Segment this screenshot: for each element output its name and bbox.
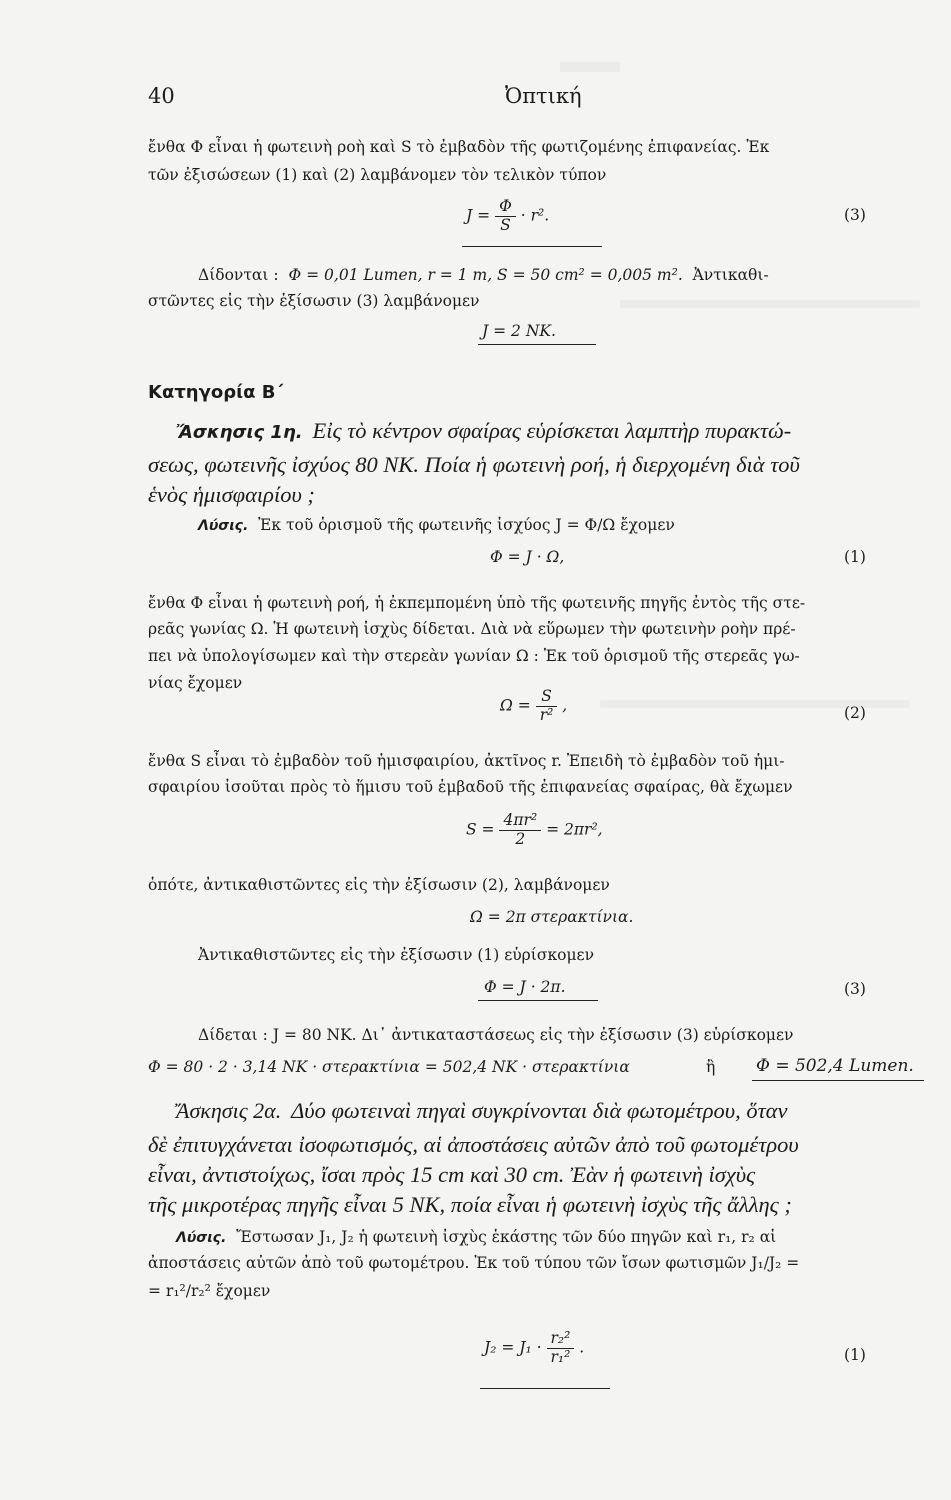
given-line: Δίδονται : Φ = 0,01 Lumen, r = 1 m, S = 50 cm² = 0,005 m². Ἀντικαθι- [198, 266, 769, 284]
exercise-1-text-c: ὁπότε, ἀντικαθιστῶντες εἰς τὴν ἐξίσωσιν (2), λαμβάνομεν [148, 876, 610, 894]
equation-flux: Φ = J · Ω, [490, 548, 565, 566]
equation-j2: J₂ = J₁ · $\frac{\text{r₂²}}{\text{r₁²}}$ . [484, 1329, 585, 1366]
exercise-1-line-2: σεως, φωτεινῆς ἰσχύος 80 NK. Ποία ἡ φωτεινὴ ροή, ἡ διερχομένη διὰ τοῦ [148, 452, 800, 477]
equation-number-3b: (3) [844, 980, 866, 998]
exercise-1-text-a3: πει νὰ ὑπολογίσωμεν καὶ τὴν στερεὰν γωνίαν Ω : Ἐκ τοῦ ὁρισμοῦ τῆς στερεᾶς γω- [148, 647, 800, 665]
exercise-1-line-1: Ἄσκησις 1η. Εἰς τὸ κέντρον σφαίρας εὑρίσκεται λαμπτὴρ πυρακτώ- [176, 418, 792, 443]
intro-line-1: ἔνθα Φ εἶναι ἡ φωτεινὴ ροὴ καὶ S τὸ ἐμβαδὸν τῆς φωτιζομένης ἐπιφανείας. Ἐκ [148, 138, 770, 156]
final-answer-underline [752, 1080, 924, 1081]
equation-omega: Ω = $\frac{S}{\text{r²}}$ , [500, 687, 568, 724]
exercise-1-text-a2: ρεᾶς γωνίας Ω. Ἡ φωτεινὴ ἰσχὺς δίδεται. Διὰ νὰ εὕρωμεν τὴν φωτεινὴν ροὴν πρέ- [148, 620, 796, 638]
formula-3-underline [462, 246, 602, 247]
exercise-2-line-3: εἶναι, ἀντιστοίχως, ἴσαι πρὸς 15 cm καὶ 30 cm. Ἐὰν ἡ φωτεινὴ ἰσχὺς [148, 1162, 756, 1187]
exercise-2-solution-1: Λύσις. Ἔστωσαν J₁, J₂ ἡ φωτεινὴ ἰσχὺς ἑκάστης τῶν δύο πηγῶν καὶ r₁, r₂ αἱ [176, 1228, 777, 1246]
exercise-1-final-calc: Φ = 80 · 2 · 3,14 NK · στερακτίνια = 502,4 NK · στερακτίνια [148, 1058, 630, 1076]
exercise-1-text-a1: ἔνθα Φ εἶναι ἡ φωτεινὴ ροή, ἡ ἐκπεμπομένη ὑπὸ τῆς φωτεινῆς πηγῆς ἐντὸς τῆς στε- [148, 594, 806, 612]
bleed-through-1 [560, 62, 620, 72]
exercise-1-final-answer: Φ = 502,4 Lumen. [756, 1056, 914, 1076]
exercise-2-solution-2: ἀποστάσεις αὐτῶν ἀπὸ τοῦ φωτομέτρου. Ἐκ τοῦ τύπου τῶν ἴσων φωτισμῶν J₁/J₂ = [148, 1254, 800, 1272]
page-number: 40 [148, 84, 175, 108]
running-title: Ὀπτική [505, 84, 582, 108]
equation-number-1b: (1) [844, 1346, 866, 1364]
intro-result: J = 2 NK. [482, 322, 556, 340]
intro-subst-line: στῶντες εἰς τὴν ἐξίσωσιν (3) λαμβάνομεν [148, 292, 480, 310]
exercise-1-text-a4: νίας ἔχομεν [148, 674, 243, 692]
exercise-2-solution-3: = r₁²/r₂² ἔχομεν [148, 1282, 271, 1300]
exercise-1-line-3: ἑνὸς ἡμισφαιρίου ; [148, 482, 315, 507]
solution-label: Λύσις. [198, 518, 249, 534]
exercise-1-label: Ἄσκησις 1η. [176, 422, 303, 443]
equation-number-2: (2) [844, 704, 866, 722]
equation-number-3: (3) [844, 206, 866, 224]
exercise-1-solution-1: Λύσις. Ἐκ τοῦ ὁρισμοῦ τῆς φωτεινῆς ἰσχύος J = Φ/Ω ἔχομεν [198, 516, 675, 534]
intro-line-2: τῶν ἐξισώσεων (1) καὶ (2) λαμβάνομεν τὸν τελικὸν τύπον [148, 166, 607, 184]
equation-omega-result: Ω = 2π στερακτίνια. [470, 908, 634, 926]
flux-result-underline [478, 1000, 598, 1001]
exercise-1-text-b2: σφαιρίου ἰσοῦται πρὸς τὸ ἥμισυ τοῦ ἐμβαδοῦ τῆς ἐπιφανείας σφαίρας, θὰ ἔχωμεν [148, 778, 793, 796]
equation-number-1: (1) [844, 548, 866, 566]
exercise-1-text-d: Ἀντικαθιστῶντες εἰς τὴν ἐξίσωσιν (1) εὑρίσκομεν [198, 946, 594, 964]
bleed-through-2 [620, 300, 920, 308]
exercise-2-line-4: τῆς μικροτέρας πηγῆς εἶναι 5 NK, ποία εἶναι ἡ φωτεινὴ ἰσχὺς τῆς ἄλλης ; [148, 1192, 792, 1217]
intro-result-underline [478, 344, 596, 345]
exercise-2-label: Ἄσκησις 2α. [176, 1098, 282, 1123]
exercise-1-given: Δίδεται : J = 80 NK. Δι᾽ ἀντικαταστάσεως εἰς τὴν ἐξίσωσιν (3) εὑρίσκομεν [198, 1026, 794, 1044]
exercise-1-final-or: ἢ [706, 1058, 716, 1076]
formula-3: J = $\frac{\Phi}{S}$ · r². [466, 197, 550, 234]
category-title: Κατηγορία Β΄ [148, 382, 284, 403]
equation-flux-result: Φ = J · 2π. [484, 978, 566, 996]
exercise-2-line-2: δὲ ἐπιτυγχάνεται ἰσοφωτισμός, αἱ ἀποστάσεις αὐτῶν ἀπὸ τοῦ φωτομέτρου [148, 1132, 799, 1157]
j2-underline [480, 1388, 610, 1389]
solution-label-2: Λύσις. [176, 1230, 227, 1246]
exercise-2-line-1: Ἄσκησις 2α. Δύο φωτειναὶ πηγαὶ συγκρίνονται διὰ φωτομέτρου, ὅταν [176, 1098, 788, 1123]
equation-area: S = $\frac{\text{4πr²}}{2}$ = 2πr², [466, 811, 603, 848]
exercise-1-text-b1: ἔνθα S εἶναι τὸ ἐμβαδὸν τοῦ ἡμισφαιρίου, ἀκτῖνος r. Ἐπειδὴ τὸ ἐμβαδὸν τοῦ ἡμι- [148, 752, 785, 770]
